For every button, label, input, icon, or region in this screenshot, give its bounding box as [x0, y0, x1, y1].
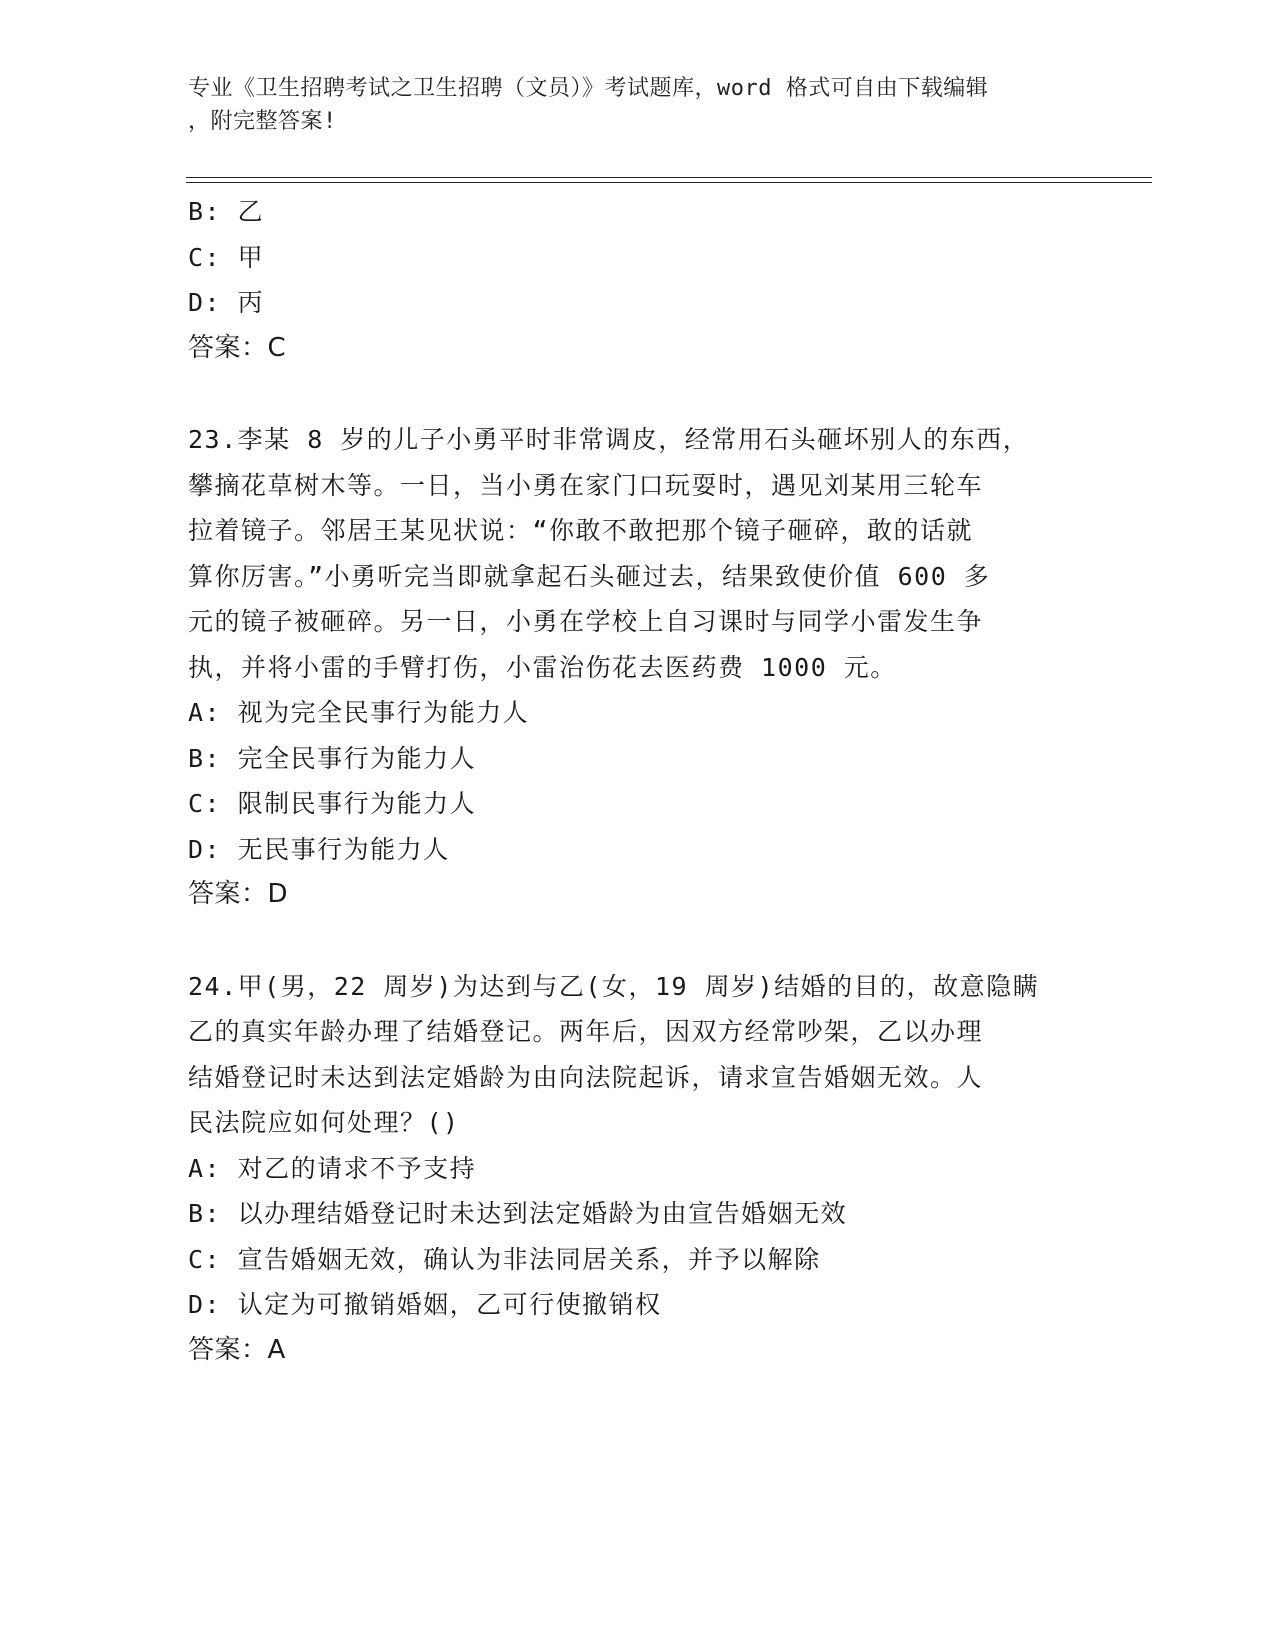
spacer: [188, 918, 1068, 964]
question-24: [188, 964, 1068, 1374]
question-text-line: 结婚登记时未达到法定婚龄为由向法院起诉，请求宣告婚姻无效。人: [188, 1062, 984, 1092]
header-line-1: 专业《卫生招聘考试之卫生招聘（文员）》考试题库，word 格式可自由下载编辑: [188, 76, 989, 101]
answer-line: 答案：A: [188, 1334, 286, 1365]
option-d: D: 认定为可撤销婚姻，乙可行使撤销权: [188, 1290, 662, 1319]
question-text-line: 乙的真实年龄办理了结婚登记。两年后，因双方经常吵架，乙以办理: [188, 1017, 984, 1046]
answer-line: 答案：D: [188, 879, 289, 909]
question-text-line: 24.甲(男，22 周岁)为达到与乙(女，19 周岁)结婚的目的，故意隐瞒: [188, 971, 1040, 1001]
page-header: [188, 72, 1088, 138]
option-d: D: 丙: [188, 288, 265, 317]
header-divider-bottom: [186, 182, 1152, 183]
header-line-2: ，附完整答案!: [188, 109, 337, 134]
option-b: B: 以办理结婚登记时未达到法定婚龄为由宣告婚姻无效: [188, 1199, 848, 1228]
document-body: [188, 189, 1068, 1373]
option-c: C: 甲: [188, 242, 265, 272]
option-b: B: 完全民事行为能力人: [188, 743, 477, 773]
question-text-line: 攀摘花草树木等。一日，当小勇在家门口玩耍时，遇见刘某用三轮车: [188, 470, 984, 500]
question-text-line: 23.李某 8 岁的儿子小勇平时非常调皮，经常用石头砸坏别人的东西，: [188, 425, 1030, 454]
option-c: C: 限制民事行为能力人: [188, 789, 477, 818]
option-b: B: 乙: [188, 197, 265, 226]
question-text-line: 算你厉害。”小勇听完当即就拿起石头砸过去，结果致使价值 600 多: [188, 561, 991, 591]
question-text-line: 拉着镜子。邻居王某见状说：“你敢不敢把那个镜子砸碎，敢的话就: [188, 516, 974, 545]
spacer: [188, 371, 1068, 417]
question-text-line: 元的镜子被砸碎。另一日，小勇在学校上自习课时与同学小雷发生争: [188, 607, 984, 636]
question-text-line: 执，并将小雷的手臂打伤，小雷治伤花去医药费 1000 元。: [188, 652, 897, 682]
answer-line: 答案：C: [188, 332, 287, 363]
question-23: [188, 417, 1068, 918]
prev-question: [188, 189, 1068, 371]
option-a: A: 视为完全民事行为能力人: [188, 698, 530, 727]
option-c: C: 宣告婚姻无效，确认为非法同居关系，并予以解除: [188, 1244, 821, 1274]
question-text-line: 民法院应如何处理？(): [188, 1108, 460, 1137]
option-a: A: 对乙的请求不予支持: [188, 1153, 477, 1183]
header-divider-top: [186, 177, 1152, 178]
option-d: D: 无民事行为能力人: [188, 834, 450, 864]
